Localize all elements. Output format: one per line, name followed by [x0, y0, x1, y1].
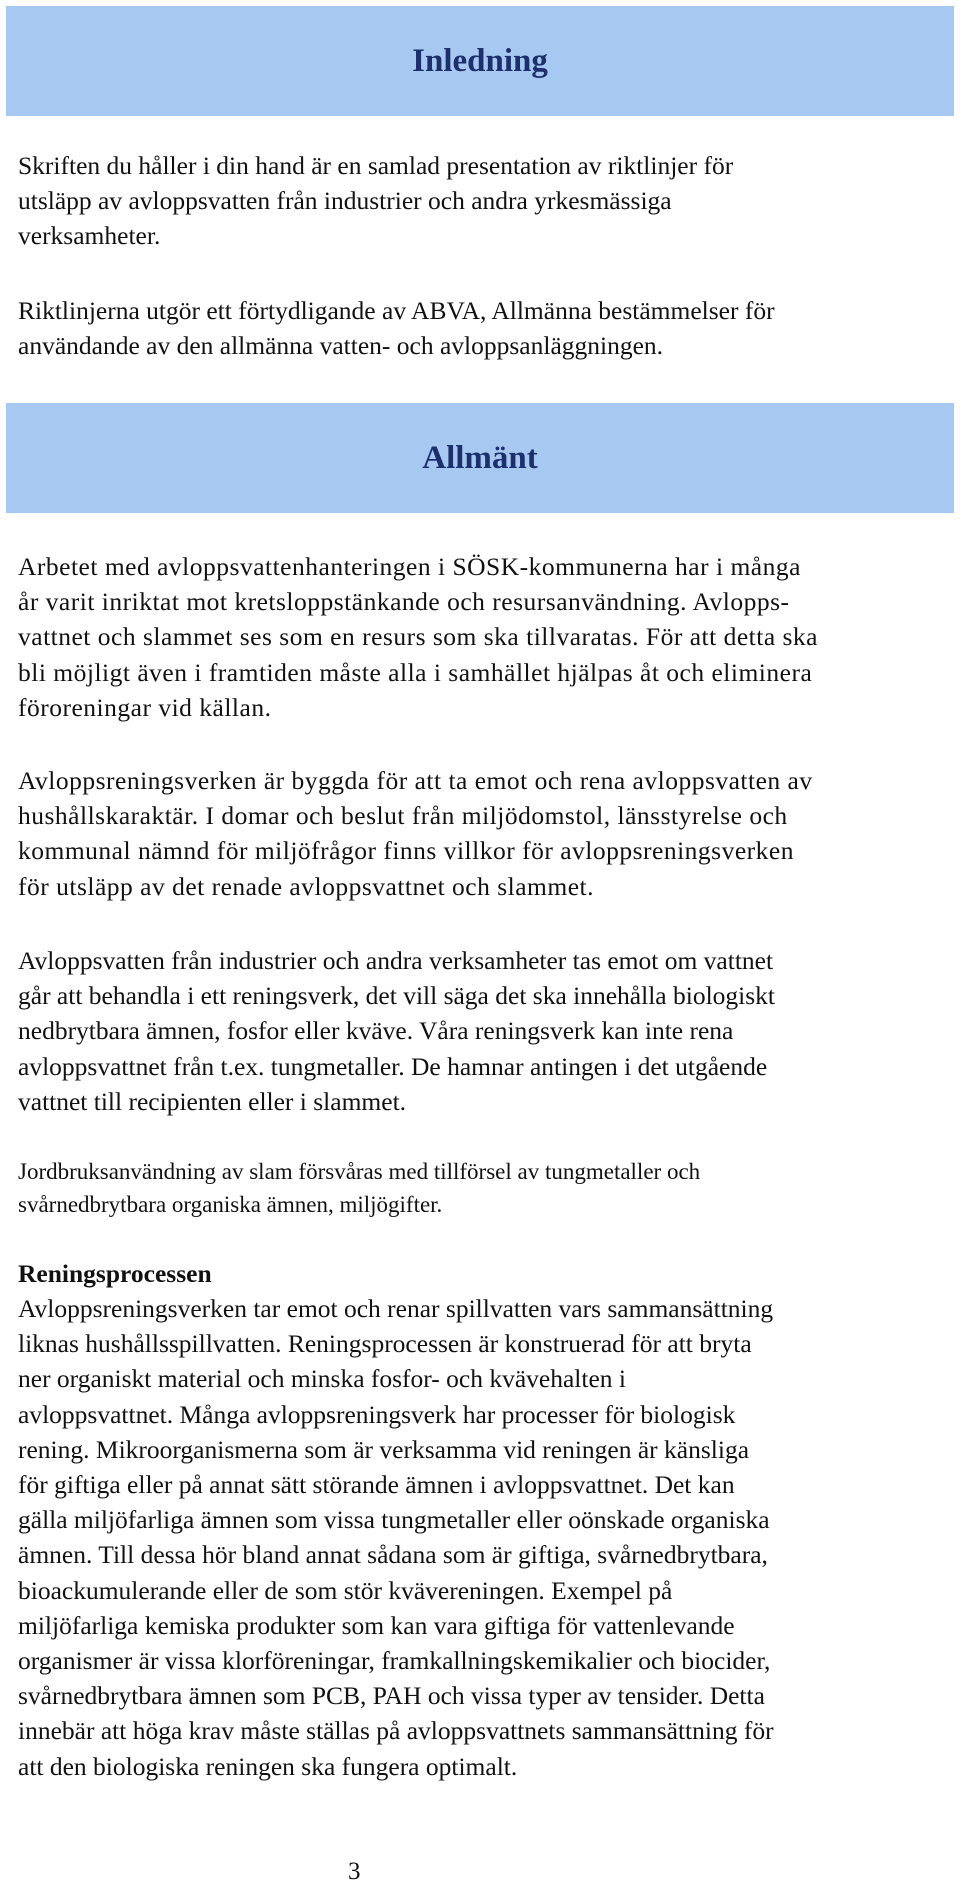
heading-allmant: Allmänt — [422, 439, 538, 476]
paragraph-allmant-4 — [18, 1155, 942, 1221]
text-line: Riktlinjerna utgör ett förtydligande av ABVA, Allmänna bestämmelser för — [18, 296, 775, 325]
text-line: Jordbruksanvändning av slam försvåras med tillförsel av tungmetaller och — [18, 1159, 701, 1184]
text-line: gälla miljöfarliga ämnen som vissa tungmetaller eller oönskade organiska — [18, 1505, 770, 1535]
text-line: Skriften du håller i din hand är en samlad presentation av riktlinjer för — [18, 151, 734, 180]
text-line: år varit inriktat mot kretsloppstänkande och resursanvändning. Avlopps- — [18, 587, 790, 617]
text-line: ämnen. Till dessa hör bland annat sådana som är giftiga, svårnedbrytbara, — [18, 1540, 768, 1570]
text-line: vattnet och slammet ses som en resurs som ska tillvaratas. För att detta ska — [18, 622, 818, 652]
text-line: föroreningar vid källan. — [18, 692, 272, 722]
text-line: att den biologiska reningen ska fungera optimalt. — [18, 1751, 518, 1781]
subheading-reningsprocessen: Reningsprocessen — [18, 1259, 212, 1288]
text-line: bioackumulerande eller de som stör kvävereningen. Exempel på — [18, 1575, 673, 1605]
text-line: vattnet till recipienten eller i slammet. — [18, 1086, 407, 1116]
text-line: miljöfarliga kemiska produkter som kan vara giftiga för vattenlevande — [18, 1610, 735, 1640]
text-line: bli möjligt även i framtiden måste alla i samhället hjälpas åt och eliminera — [18, 657, 813, 687]
paragraph-inledning-1 — [18, 148, 942, 254]
text-line: avloppsvattnet. Många avloppsreningsverk har processer för biologisk — [18, 1399, 736, 1429]
text-line: Avloppsvatten från industrier och andra verksamheter tas emot om vattnet — [18, 946, 774, 975]
text-line: svårnedbrytbara organiska ämnen, miljögifter. — [18, 1192, 443, 1217]
text-line: går att behandla i ett reningsverk, det vill säga det ska innehålla biologiskt — [18, 981, 775, 1011]
section-reningsprocessen — [18, 1256, 942, 1784]
paragraph-inledning-2 — [18, 293, 942, 363]
page-number: 3 — [348, 1858, 361, 1885]
text-line: Avloppsreningsverken är byggda för att ta emot och rena avloppsvatten av — [18, 766, 813, 795]
paragraph-allmant-3 — [18, 943, 942, 1119]
text-line: användande av den allmänna vatten- och avloppsanläggningen. — [18, 331, 664, 361]
text-line: innebär att höga krav måste ställas på avloppsvattnets sammansättning för — [18, 1716, 774, 1746]
text-line: avloppsvattnet från t.ex. tungmetaller. De hamnar antingen i det utgående — [18, 1051, 768, 1081]
paragraph-allmant-2 — [18, 763, 942, 904]
text-line: kommunal nämnd för miljöfrågor finns villkor för avloppsreningsverken — [18, 836, 794, 866]
text-line: svårnedbrytbara ämnen som PCB, PAH och vissa typer av tensider. Detta — [18, 1681, 765, 1711]
heading-banner-inledning — [6, 6, 954, 116]
text-line: hushållskaraktär. I domar och beslut från miljödomstol, länsstyrelse och — [18, 801, 788, 831]
text-line: utsläpp av avloppsvatten från industrier och andra yrkesmässiga — [18, 186, 672, 216]
text-line: för giftiga eller på annat sätt störande ämnen i avloppsvattnet. Det kan — [18, 1470, 735, 1500]
text-line: liknas hushållsspillvatten. Reningsprocessen är konstruerad för att bryta — [18, 1329, 752, 1359]
text-line: organismer är vissa klorföreningar, framkallningskemikalier och biocider, — [18, 1646, 771, 1676]
text-line: ner organiskt material och minska fosfor- och kvävehalten i — [18, 1364, 626, 1394]
text-line: Arbetet med avloppsvattenhanteringen i SÖSK-kommunerna har i många — [18, 552, 801, 581]
text-line: rening. Mikroorganismerna som är verksamma vid reningen är känsliga — [18, 1434, 750, 1464]
text-line: nedbrytbara ämnen, fosfor eller kväve. Våra reningsverk kan inte rena — [18, 1016, 734, 1046]
paragraph-allmant-1 — [18, 549, 942, 725]
text-line: Avloppsreningsverken tar emot och renar spillvatten vars sammansättning — [18, 1294, 774, 1323]
text-line: verksamheter. — [18, 221, 161, 251]
text-line: för utsläpp av det renade avloppsvattnet och slammet. — [18, 871, 594, 901]
heading-banner-allmant — [6, 403, 954, 513]
heading-inledning: Inledning — [412, 42, 548, 79]
